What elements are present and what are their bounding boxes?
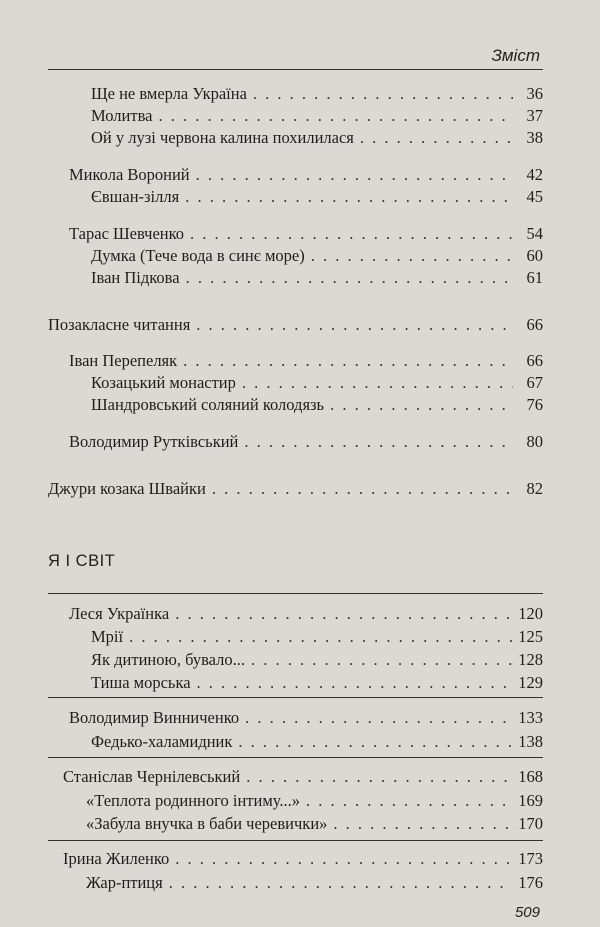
toc-entry-title: Ірина Жиленко	[63, 849, 170, 868]
toc-entry-title: Думка (Тече вода в синє море)	[91, 246, 305, 265]
toc-leader	[175, 848, 512, 870]
toc-entry	[63, 766, 543, 788]
toc-entry-page: 176	[518, 873, 543, 892]
toc-entry-title: Мрії	[91, 627, 124, 646]
toc-entry-title: Тиша морська	[91, 673, 191, 692]
group-rule	[48, 757, 543, 758]
toc-entry	[91, 372, 543, 394]
toc-leader	[183, 350, 513, 372]
toc-leader	[306, 790, 512, 812]
toc-entry-title: Володимир Рутківський	[69, 432, 239, 451]
toc-leader	[212, 478, 513, 500]
toc-entry	[69, 431, 543, 453]
toc-entry-title: Як дитиною, бувало...	[91, 650, 245, 669]
toc-entry-title: Євшан-зілля	[91, 187, 180, 206]
header-rule	[48, 69, 543, 70]
toc-entry-page: 173	[518, 849, 543, 868]
toc-leader	[158, 105, 513, 127]
toc-entry-page: 37	[526, 106, 543, 125]
toc-entry-page: 168	[518, 767, 543, 786]
toc-entry	[91, 267, 543, 289]
toc-entry-title: «Забула внучка в баби черевички»	[86, 814, 328, 833]
toc-entry-page: 125	[518, 627, 543, 646]
toc-entry	[91, 626, 543, 648]
section-rule	[48, 593, 543, 594]
toc-entry	[91, 245, 543, 267]
toc-leader	[251, 649, 512, 671]
toc-entry-title: Станіслав Чернілевський	[63, 767, 241, 786]
toc-entry-page: 80	[526, 432, 543, 451]
toc-entry	[86, 872, 543, 894]
toc-entry	[48, 314, 543, 336]
toc-leader	[242, 372, 513, 394]
running-header-title: Зміст	[491, 46, 540, 65]
toc-leader	[244, 431, 513, 453]
toc-leader	[169, 872, 513, 894]
toc-entry	[69, 350, 543, 372]
toc-entry-title: «Теплота родинного інтиму...»	[86, 791, 300, 810]
toc-entry-title: Шандровський соляний колодязь	[91, 395, 325, 414]
toc-leader	[333, 813, 512, 835]
toc-entry-page: 170	[518, 814, 543, 833]
toc-entry	[86, 790, 543, 812]
toc-entry-page: 76	[526, 395, 543, 414]
toc-entry-page: 60	[526, 246, 543, 265]
toc-entry	[69, 707, 543, 729]
toc-entry	[91, 83, 543, 105]
toc-entry-page: 38	[526, 128, 543, 147]
toc-entry-page: 169	[518, 791, 543, 810]
toc-entry-title: Микола Вороний	[69, 165, 190, 184]
toc-entry-page: 61	[526, 268, 543, 287]
toc-entry	[91, 105, 543, 127]
toc-entry	[91, 672, 543, 694]
section-heading: Я І СВІТ	[48, 552, 116, 570]
group-rule	[48, 697, 543, 698]
toc-entry	[48, 478, 543, 500]
toc-entry-page: 129	[518, 673, 543, 692]
toc-entry	[86, 813, 543, 835]
toc-entry	[91, 731, 543, 753]
toc-entry	[91, 186, 543, 208]
toc-entry-title: Іван Перепеляк	[69, 351, 178, 370]
toc-leader	[311, 245, 513, 267]
toc-entry-title: Іван Підкова	[91, 268, 180, 287]
toc-entry	[63, 848, 543, 870]
toc-entry-title: Молитва	[91, 106, 153, 125]
toc-entry	[91, 127, 543, 149]
toc-entry-page: 133	[518, 708, 543, 727]
toc-entry-page: 36	[526, 84, 543, 103]
toc-entry-page: 66	[526, 351, 543, 370]
group-rule	[48, 840, 543, 841]
page-number: 509	[514, 904, 540, 921]
toc-entry-page: 42	[526, 165, 543, 184]
toc-entry-page: 66	[526, 315, 543, 334]
toc-entry	[91, 394, 543, 416]
toc-entry-title: Ще не вмерла Україна	[91, 84, 247, 103]
toc-leader	[186, 267, 513, 289]
toc-entry-title: Леся Українка	[69, 604, 170, 623]
toc-leader	[238, 731, 512, 753]
toc-entry-title: Позакласне читання	[48, 315, 191, 334]
toc-leader	[253, 83, 513, 105]
toc-entry-page: 45	[526, 187, 543, 206]
toc-entry-title: Федько-халамидник	[91, 732, 233, 751]
toc-leader	[175, 603, 512, 625]
toc-leader	[190, 223, 513, 245]
toc-entry-title: Жар-птиця	[86, 873, 163, 892]
toc-entry-page: 128	[518, 650, 543, 669]
toc-leader	[185, 186, 513, 208]
toc-leader	[196, 164, 513, 186]
toc-entry-title: Тарас Шевченко	[69, 224, 185, 243]
toc-leader	[360, 127, 513, 149]
toc-entry	[91, 649, 543, 671]
toc-leader	[197, 672, 513, 694]
toc-entry	[69, 603, 543, 625]
toc-entry	[69, 223, 543, 245]
toc-entry	[69, 164, 543, 186]
toc-leader	[196, 314, 513, 336]
toc-leader	[245, 707, 512, 729]
toc-entry-page: 54	[526, 224, 543, 243]
toc-entry-page: 82	[526, 479, 543, 498]
toc-leader	[246, 766, 512, 788]
toc-entry-title: Джури козака Швайки	[48, 479, 206, 498]
toc-leader	[330, 394, 513, 416]
toc-entry-page: 138	[518, 732, 543, 751]
toc-entry-page: 120	[518, 604, 543, 623]
toc-entry-title: Володимир Винниченко	[69, 708, 240, 727]
toc-entry-page: 67	[526, 373, 543, 392]
toc-entry-title: Козацький монастир	[91, 373, 236, 392]
toc-entry-title: Ой у лузі червона калина похилилася	[91, 128, 354, 147]
toc-leader	[129, 626, 512, 648]
